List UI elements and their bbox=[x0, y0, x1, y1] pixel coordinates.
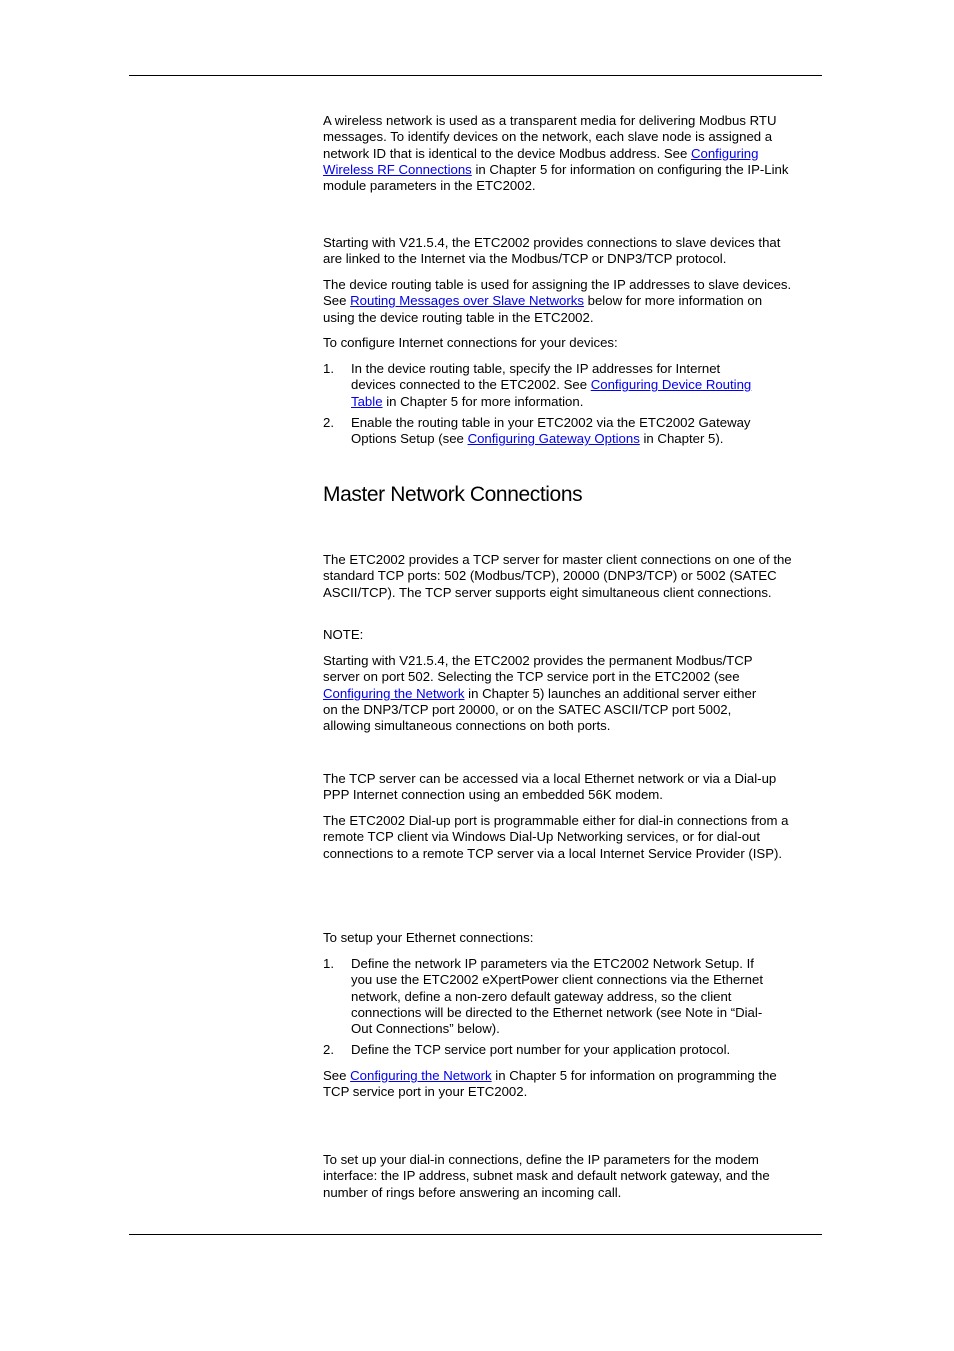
text: in Chapter 5) launches an additional server either on the DNP3/TCP port 20000, or on the SATEC ASCII/TCP port 5002, allowing simultaneous connections on both ports. bbox=[323, 685, 757, 734]
section-heading: Master Network Connections bbox=[323, 483, 583, 506]
text: To configure Internet connections for your devices: bbox=[323, 335, 618, 350]
ethernet-see-paragraph bbox=[323, 1068, 801, 1101]
note-paragraph bbox=[323, 653, 773, 734]
list-text: Define the network IP parameters via the ETC2002 Network Setup. If you use the ETC2002 eXpertPower client connections via the Ethernet network, define a non-zero default gateway address, so the client connections will be directed to the Ethernet network (see Note in “Dial-Out Connections” below). bbox=[351, 956, 763, 1037]
list-number: 2. bbox=[323, 415, 334, 430]
list-text: Define the TCP service port number for your application protocol. bbox=[351, 1042, 731, 1057]
text: NOTE: bbox=[323, 627, 364, 642]
text: Starting with V21.5.4, the ETC2002 provides the permanent Modbus/TCP server on port 502. Selecting the TCP service port in the ETC2002 (see bbox=[323, 653, 753, 685]
link-configuring-device-routing-table[interactable]: Configuring Device Routing Table bbox=[351, 377, 752, 409]
link-configuring-the-network[interactable]: Configuring the Network bbox=[350, 1068, 492, 1083]
text: in Chapter 5 for information on configuring the IP-Link module parameters in the ETC2002. bbox=[323, 161, 789, 194]
ethernet-intro bbox=[323, 930, 813, 946]
dialin-paragraph bbox=[323, 1152, 815, 1201]
list-number: 1. bbox=[323, 956, 334, 971]
text: below for more information on using the device routing table in the ETC2002. bbox=[323, 293, 763, 325]
text: Starting with V21.5.4, the ETC2002 provides connections to slave devices that are linked to the Internet via the Modbus/TCP or DNP3/TCP protocol. bbox=[323, 235, 781, 267]
text: To set up your dial-in connections, define the IP parameters for the modem interface: the IP address, subnet mask and default network gateway, and the number of rings before answering an incoming call. bbox=[323, 1152, 770, 1200]
internet-paragraph-1 bbox=[323, 235, 801, 268]
master-paragraph-3 bbox=[323, 813, 801, 862]
internet-paragraph-2 bbox=[323, 277, 793, 326]
list-number: 2. bbox=[323, 1042, 334, 1057]
link-configuring-the-network[interactable]: Configuring the Network bbox=[323, 685, 465, 701]
text: The TCP server can be accessed via a local Ethernet network or via a Dial-up PPP Internet connection using an embedded 56K modem. bbox=[323, 771, 777, 803]
wireless-paragraph bbox=[323, 113, 801, 194]
text: To setup your Ethernet connections: bbox=[323, 930, 534, 945]
text: A wireless network is used as a transparent media for delivering Modbus RTU messages. To identify devices on the network, each slave node is assigned a network ID that is identical to the device Modbus address. See bbox=[323, 113, 777, 161]
list-text: Enable the routing table in your ETC2002 via the ETC2002 Gateway Options Setup (see Configuring Gateway Options in Chapter 5). bbox=[351, 415, 751, 447]
text: The ETC2002 Dial-up port is programmable either for dial-in connections from a remote TCP client via Windows Dial-Up Networking services, or for dial-out connections to a remote TCP server via a local Internet Service Provider (ISP). bbox=[323, 813, 789, 861]
master-paragraph-1 bbox=[323, 552, 815, 601]
text: The ETC2002 provides a TCP server for master client connections on one of the standard TCP ports: 502 (Modbus/TCP), 20000 (DNP3/TCP) or 5002 (SATEC ASCII/TCP). The TCP server supports eight simultaneous client connections. bbox=[323, 552, 792, 600]
text: See bbox=[323, 1068, 351, 1083]
header-rule bbox=[129, 75, 822, 76]
list-text: In the device routing table, specify the IP addresses for Internet devices connected to the ETC2002. See Configuring Device Routing Table in Chapter 5 for more information. bbox=[351, 361, 752, 409]
note-label bbox=[323, 627, 813, 643]
link-configuring-gateway-options[interactable]: Configuring Gateway Options bbox=[467, 431, 640, 447]
master-paragraph-2 bbox=[323, 771, 805, 804]
text: The device routing table is used for assigning the IP addresses to slave devices. See bbox=[323, 277, 792, 309]
list-number: 1. bbox=[323, 361, 334, 376]
internet-paragraph-3 bbox=[323, 335, 813, 351]
text: in Chapter 5 for information on programming the TCP service port in your ETC2002. bbox=[323, 1068, 777, 1100]
link-configuring-wireless-rf-connections[interactable]: Configuring Wireless RF Connections bbox=[323, 145, 759, 177]
footer-rule bbox=[129, 1234, 822, 1235]
link-routing-messages-over-slave-networks[interactable]: Routing Messages over Slave Networks bbox=[350, 293, 584, 309]
